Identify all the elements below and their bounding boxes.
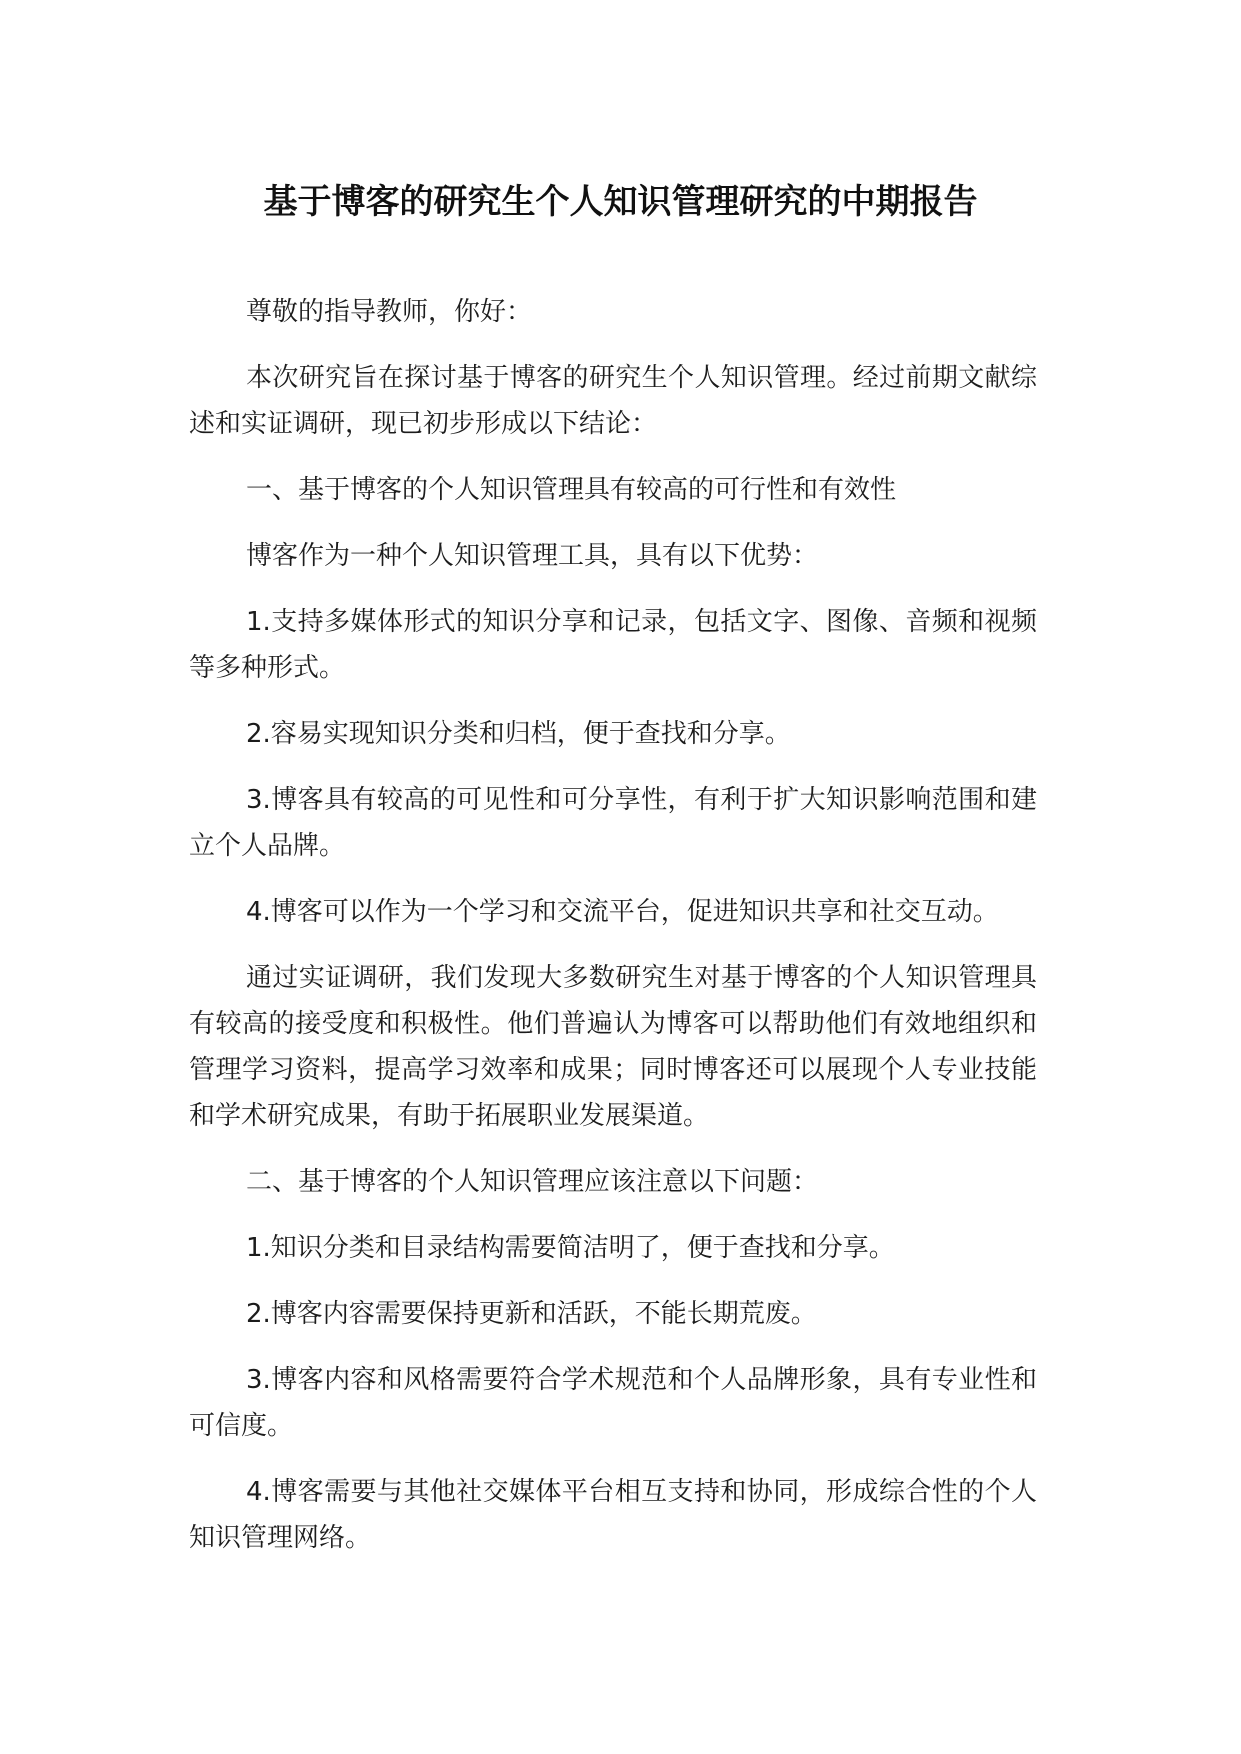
list-item-advantage-2: 2.容易实现知识分类和归档，便于查找和分享。 xyxy=(246,719,791,749)
document-body xyxy=(189,289,1037,1581)
paragraph-greeting: 尊敬的指导教师，你好： xyxy=(246,297,533,327)
paragraph-survey-findings: 通过实证调研，我们发现大多数研究生对基于博客的个人知识管理具有较高的接受度和积极性。他们普遍认为博客可以帮助他们有效地组织和管理学习资料，提高学习效率和成果；同时博客还可以展现个人专业技能和学术研究成果，有助于拓展职业发展渠道。 xyxy=(189,963,1037,1131)
list-item-issue-3: 3.博客内容和风格需要符合学术规范和个人品牌形象，具有专业性和可信度。 xyxy=(189,1365,1037,1441)
list-item-advantage-4: 4.博客可以作为一个学习和交流平台，促进知识共享和社交互动。 xyxy=(246,897,999,927)
list-item-issue-2: 2.博客内容需要保持更新和活跃，不能长期荒废。 xyxy=(246,1299,817,1329)
list-item-issue-4: 4.博客需要与其他社交媒体平台相互支持和协同，形成综合性的个人知识管理网络。 xyxy=(189,1477,1037,1553)
list-item-advantage-3: 3.博客具有较高的可见性和可分享性，有利于扩大知识影响范围和建立个人品牌。 xyxy=(189,785,1037,861)
document-title: 基于博客的研究生个人知识管理研究的中期报告 xyxy=(263,182,978,222)
list-item-issue-1: 1.知识分类和目录结构需要简洁明了，便于查找和分享。 xyxy=(246,1233,895,1263)
paragraph-intro: 本次研究旨在探讨基于博客的研究生个人知识管理。经过前期文献综述和实证调研，现已初步形成以下结论： xyxy=(189,363,1037,439)
section-heading-2: 二、基于博客的个人知识管理应该注意以下问题： xyxy=(246,1167,819,1197)
list-item-advantage-1: 1.支持多媒体形式的知识分享和记录，包括文字、图像、音频和视频等多种形式。 xyxy=(189,607,1037,683)
section-heading-1: 一、基于博客的个人知识管理具有较高的可行性和有效性 xyxy=(246,475,897,505)
paragraph-advantages-intro: 博客作为一种个人知识管理工具，具有以下优势： xyxy=(246,541,819,571)
